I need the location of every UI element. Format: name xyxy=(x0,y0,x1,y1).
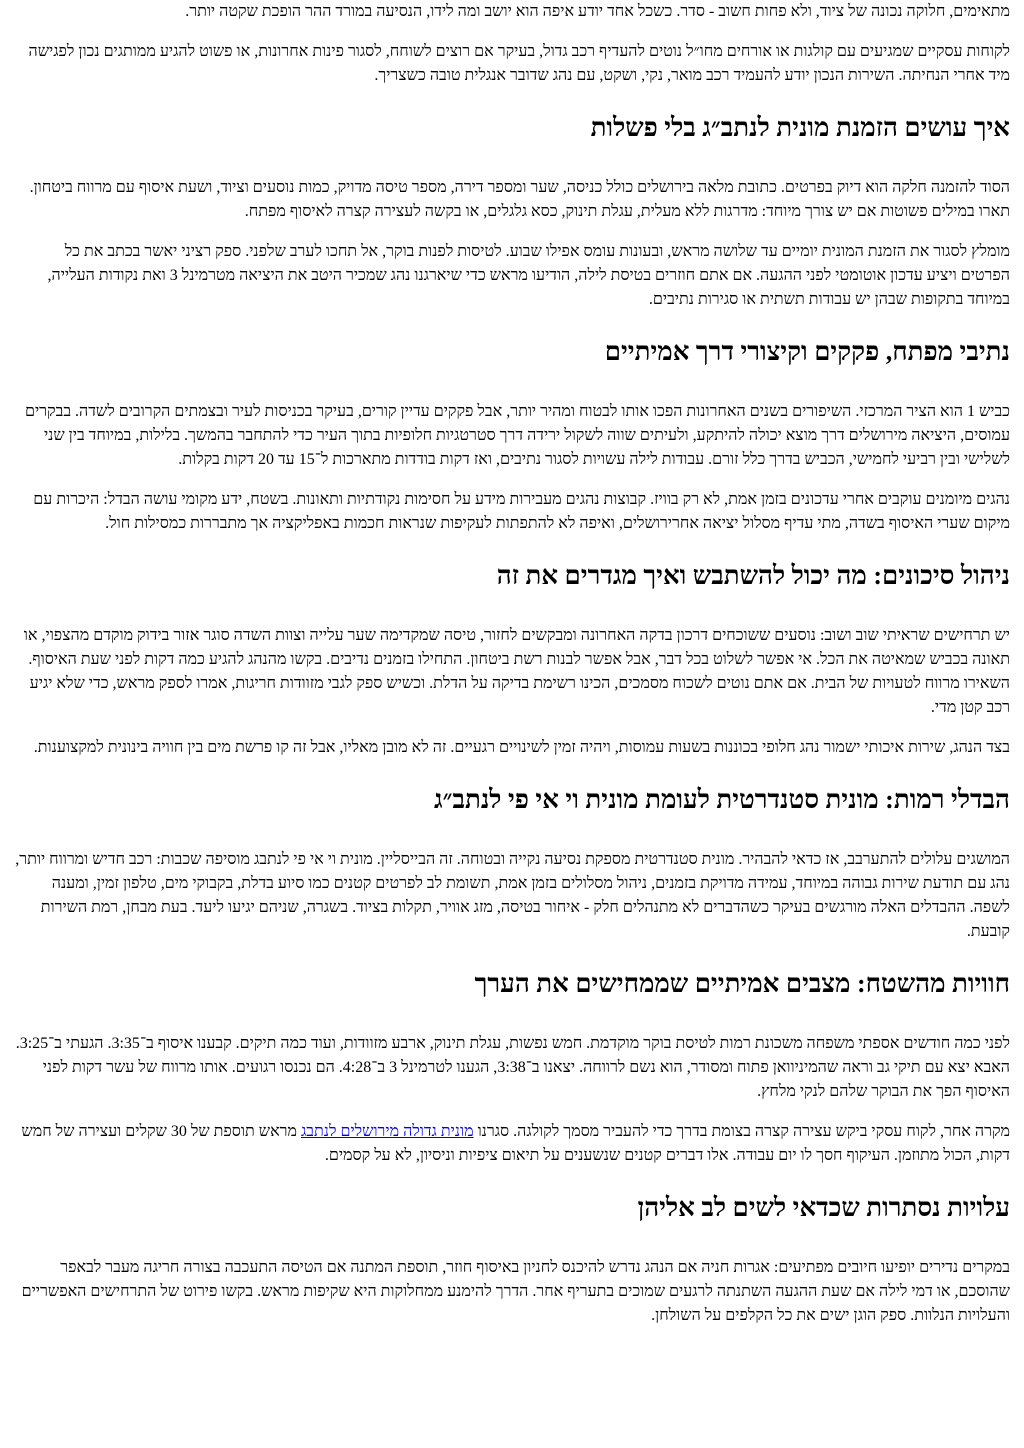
paragraph-with-link xyxy=(14,1120,1010,1168)
section-heading: הבדלי רמות: מונית סטנדרטית לעומת מונית וי אי פי לנתב״ג xyxy=(433,785,1010,814)
paragraph: בצד הנהג, שירות איכותי ישמור נהג חלופי בכוננות בשעות עמוסות, ויהיה זמין לשינויים רגעיים. זה לא מובן מאליו, אבל זה קו פרשת מים בין חוויה בינונית למקצוענות. xyxy=(33,739,1010,756)
text: מראש תוספת של 30 שקלים ועצירה של חמש דקות, הכול מתוזמן. העיקוף חסך לו יום עבודה. אלו דברים קטנים שנשענים על תיאום ציפיות וניסיון, לא על קסמים. xyxy=(21,1123,1010,1164)
paragraph: המושגים עלולים להתערבב, אז כדאי להבהיר. מונית סטנדרטית מספקת נסיעה נקייה ובטוחה. זה הבייסליין. מונית וי אי פי לנתבג מוסיפה שכבות: רכב חדיש ומרווח יותר, נהג עם תודעת שירות גבוהה במיוחד, עמידה מדויקת בזמנים, ניהול מסלולים בזמן אמת, תשומת לב לפרטים קטנים כמו סיוע בדלת, בקבוקי מים, טלפון זמין, ומענה לשפה. ההבדלים האלה מורגשים בעיקר כשהדברים לא מתנהלים חלק - איחור בטיסה, מזג אוויר, תקלות בציוד. בשגרה, שניהם יגיעו ליעד. בעת מבחן, רמת השירות קובעת. xyxy=(15,851,1010,940)
large-taxi-link[interactable]: מונית גדולה מירושלים לנתבג xyxy=(301,1123,474,1140)
section-heading: חוויות מהשטח: מצבים אמיתיים שממחישים את הערך xyxy=(474,969,1010,998)
intro-paragraph: לקוחות עסקיים שמגיעים עם קולגות או אורחים מחו״ל נוטים להעדיף רכב גדול, בעיקר אם רוצים לשוחח, לסגור פינות אחרונות, או פשוט להגיע ממותגים נכון לפגישה מיד אחרי הנחיתה. השירות הנכון יודע להעמיד רכב מואר, נקי, ושקט, עם נהג שדובר אנגלית טובה כשצריך. xyxy=(28,43,1010,84)
paragraph: הסוד להזמנה חלקה הוא דיוק בפרטים. כתובת מלאה בירושלים כולל כניסה, שער ומספר דירה, מספר טיסה מדויק, כמות נוסעים וציוד, ושעת איסוף עם מרווח ביטחון. תארו במילים פשוטות אם יש צורך מיוחד: מדרגות ללא מעלית, עגלת תינוק, כסא גלגלים, או בקשה לעצירה קצרה לאיסוף מפתח. xyxy=(29,179,1010,220)
section-heading: ניהול סיכונים: מה יכול להשתבש ואיך מגדרים את זה xyxy=(496,561,1010,590)
text: מקרה אחר, לקוח עסקי ביקש עצירה קצרה בצומת בדרך כדי להעביר מסמך לקולגה. סגרנו xyxy=(473,1123,1010,1140)
section-heading: איך עושים הזמנת מונית לנתב״ג בלי פשלות xyxy=(590,113,1010,142)
paragraph: מומלץ לסגור את הזמנת המונית יומיים עד שלושה מראש, ובעונות עומס אפילו שבוע. לטיסות לפנות בוקר, אל תחכו לערב שלפני. ספק רציני יאשר בכתב את כל הפרטים ויציע עדכון אוטומטי לפני ההגעה. אם אתם חוזרים בטיסת לילה, הודיעו מראש כדי שיארגנו נהג שמכיר היטב את היציאה מטרמינל 3 ואת נקודות העלייה, במיוחד בתקופות שבהן יש עבודות תשתית או סגירות נתיבים. xyxy=(47,243,1010,308)
paragraph: יש תרחישים שראיתי שוב ושוב: נוסעים ששוכחים דרכון בדקה האחרונה ומבקשים לחזור, טיסה שמקדימה שער עלייה וצוות השדה סוגר אזור בידוק מוקדם מהצפוי, או תאונה בכביש שמאיטה את הכל. אי אפשר לשלוט בכל דבר, אבל אפשר לבנות רשת ביטחון. התחילו בזמנים נדיבים. בקשו מהנהג להגיע כמה דקות לפני שעת האיסוף. השאירו מרווח לטעויות של הבית. אם אתם נוטים לשכוח מסמכים, הכינו רשימת בדיקה על הדלת. וכשיש ספק לגבי מזוודות חריגות, אמרו לספק מראש, כדי שלא יגיע רכב קטן מדי. xyxy=(23,627,1010,716)
paragraph: כביש 1 הוא הציר המרכזי. השיפורים בשנים האחרונות הפכו אותו לבטוח ומהיר יותר, אבל פקקים עדיין קורים, בעיקר בכניסות לעיר ובצמתים הקרובים לשדה. בבקרים עמוסים, היציאה מירושלים דרך מוצא יכולה להיתקע, ולעיתים שווה לשקול ירידה דרך סטרטגיות חלופיות בתוך העיר כדי להתחבר בהמשך. בלילות, במיוחד בין שני לשלישי ובין רביעי לחמישי, הכביש בדרך כלל זורם. עבודות לילה עשויות לסגור נתיבים, ואז דקות בודדות מתארכות ל־15 עד 20 דקות בקלות. xyxy=(25,403,1010,468)
intro-paragraph: מתאימים, חלוקה נכונה של ציוד, ולא פחות חשוב - סדר. כשכל אחד יודע איפה הוא יושב ומה לידו, הנסיעה במורד ההר הופכת שקטה יותר. xyxy=(185,3,1010,20)
section-heading: נתיבי מפתח, פקקים וקיצורי דרך אמיתיים xyxy=(604,337,1010,366)
paragraph: לפני כמה חודשים אספתי משפחה משכונת רמות לטיסת בוקר מוקדמת. חמש נפשות, עגלת תינוק, ארבע מזוודות, ועוד כמה תיקים. קבענו איסוף ב־3:35. הגעתי ב־3:25. האבא יצא עם תיקי גב וראה שהמיניוואן פתוח ומסודר, הוא נשם לרווחה. יצאנו ב־3:38, הגענו לטרמינל 3 ב־4:28. הם נכנסו רגועים. אותו מרווח של עשר דקות לפני האיסוף הפך את הבוקר שלהם לנקי מלחץ. xyxy=(15,1035,1010,1100)
section-heading: עלויות נסתרות שכדאי לשים לב אליהן xyxy=(637,1193,1010,1222)
paragraph: במקרים נדירים יופיעו חיובים מפתיעים: אגרות חניה אם הנהג נדרש להיכנס לחניון באיסוף חוזר, תוספת המתנה אם הטיסה התעכבה בצורה חריגה מעבר לבאפר שהוסכם, או דמי לילה אם שעת ההגעה השתנתה לרגעים שמוכים בתעריף אחר. הדרך להימנע ממחלוקות היא שקיפות מראש. בקשו פירוט של התרחישים האפשריים והעלויות הנלוות. ספק הוגן ישים את כל הקלפים על השולחן. xyxy=(21,1259,1010,1324)
paragraph: נהגים מיומנים עוקבים אחרי עדכונים בזמן אמת, לא רק בוויז. קבוצות נהגים מעבירות מידע על חסימות נקודתיות ותאונות. בשטח, ידע מקומי עושה הבדל: היכרות עם מיקום שערי האיסוף בשדה, מתי עדיף מסלול יציאה אחרירושלים, ואיפה לא להתפתות לעקיפות שנראות חכמות באפליקציה אך מתבררות כמסילות חול. xyxy=(33,491,1010,532)
